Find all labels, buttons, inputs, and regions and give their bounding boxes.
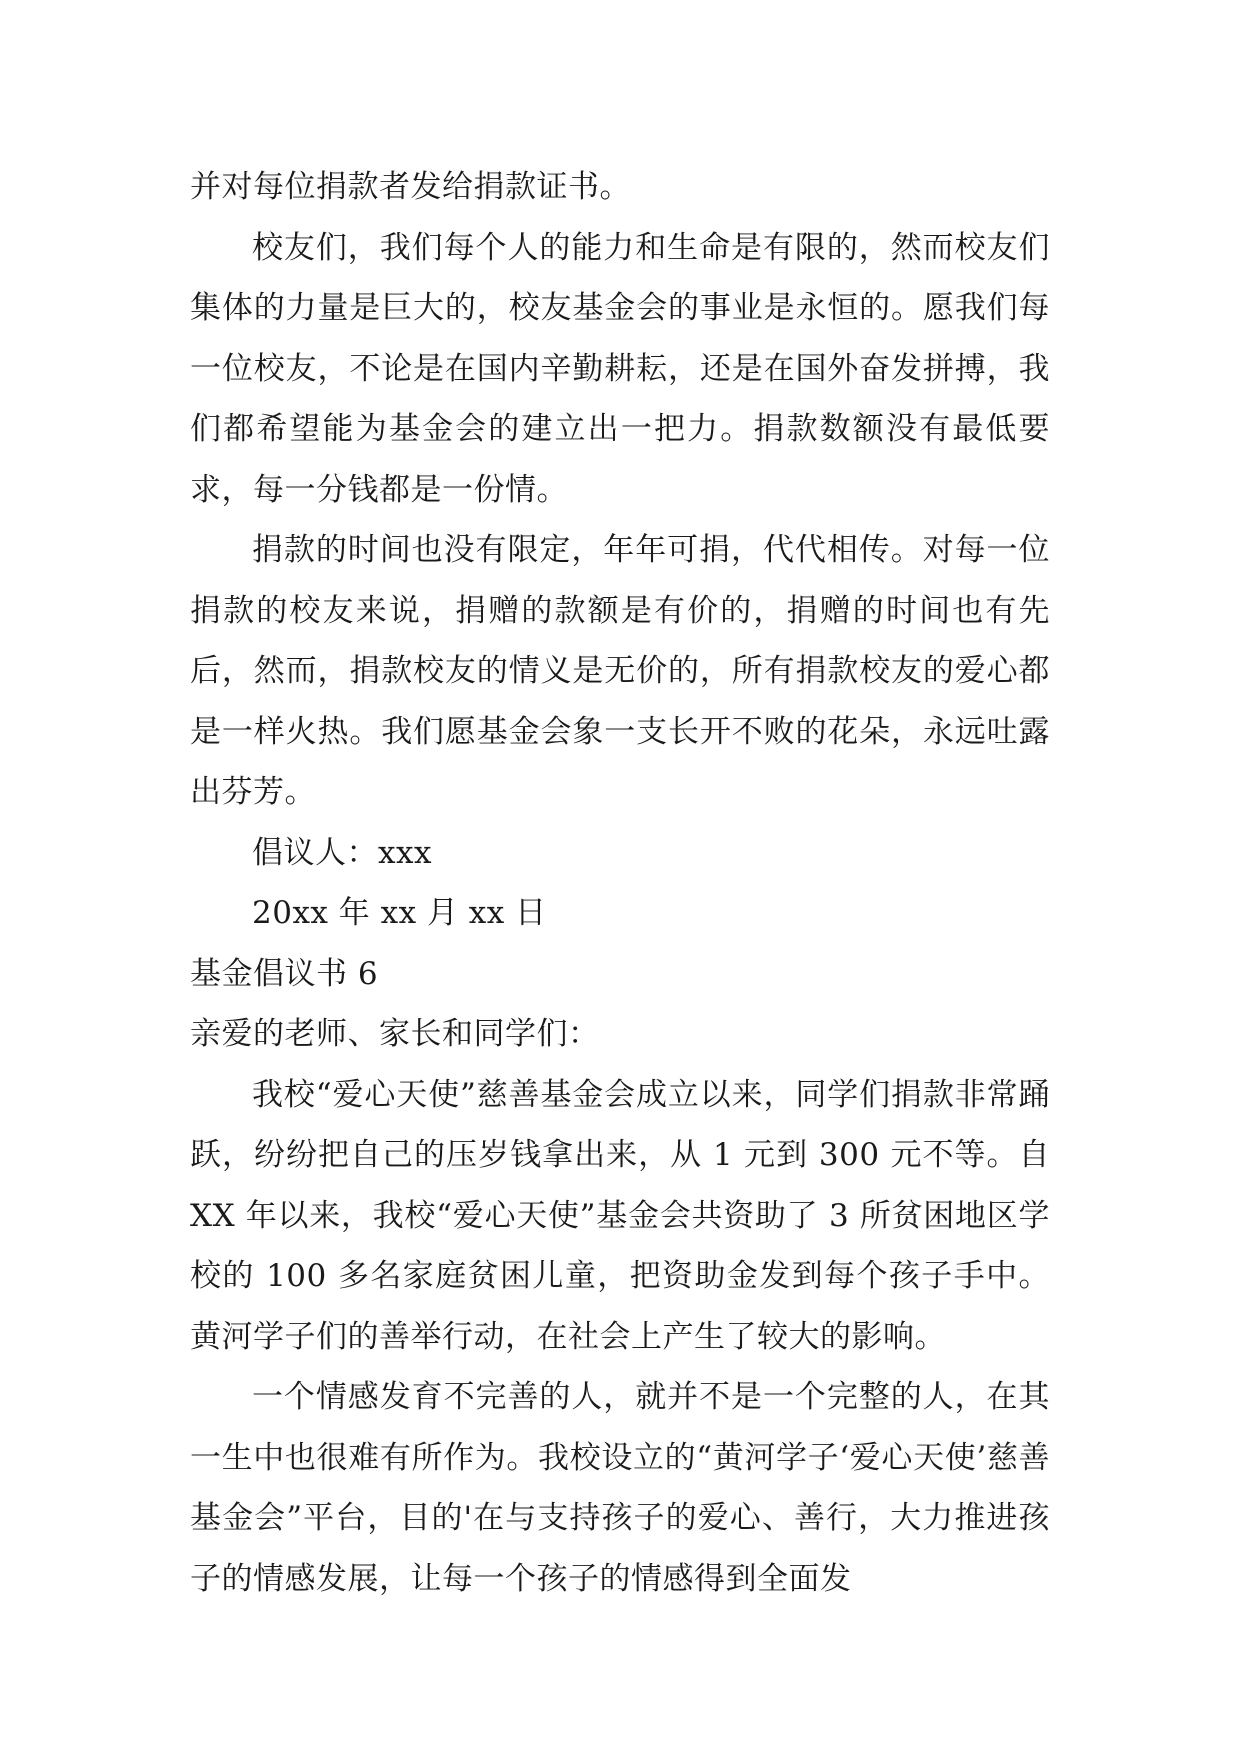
signature-date: 20xx 年 xx 月 xx 日	[252, 895, 547, 931]
paragraph-charity-foundation: 我校“爱心天使”慈善基金会成立以来，同学们捐款非常踊跃，纷纷把自己的压岁钱拿出来，从 1 元到 300 元不等。自 XX 年以来，我校“爱心天使”基金会共资助了 3 所贫困地区学校的 100 多名家庭贫困儿童，把资助金发到每个孩子手中。黄河学子们的善举行动，在社会上产生了较大的影响。	[190, 1076, 1050, 1355]
paragraph-donation-time: 捐款的时间也没有限定，年年可捐，代代相传。对每一位捐款的校友来说，捐赠的款额是有价的，捐赠的时间也有先后，然而，捐款校友的情义是无价的，所有捐款校友的爱心都是一样火热。我们愿基金会象一支长开不败的花朵，永远吐露出芬芳。	[190, 532, 1050, 810]
document-body	[190, 157, 1050, 1609]
paragraph-continuation: 并对每位捐款者发给捐款证书。	[190, 169, 631, 205]
section-title: 基金倡议书 6	[190, 955, 379, 992]
paragraph-alumni-appeal: 校友们，我们每个人的能力和生命是有限的，然而校友们集体的力量是巨大的，校友基金会的事业是永恒的。愿我们每一位校友，不论是在国内辛勤耕耘，还是在国外奋发拼搏，我们都希望能为基金会的建立出一把力。捐款数额没有最低要求，每一分钱都是一份情。	[190, 229, 1050, 508]
paragraph-emotional-development: 一个情感发育不完善的人，就并不是一个完整的人，在其一生中也很难有所作为。我校设立的“黄河学子‘爱心天使’慈善基金会”平台，目的'在与支持孩子的爱心、善行，大力推进孩子的情感发展，让每一个孩子的情感得到全面发	[190, 1379, 1050, 1597]
signature-initiator: 倡议人：xxx	[252, 834, 432, 871]
salutation: 亲爱的老师、家长和同学们：	[190, 1016, 600, 1052]
